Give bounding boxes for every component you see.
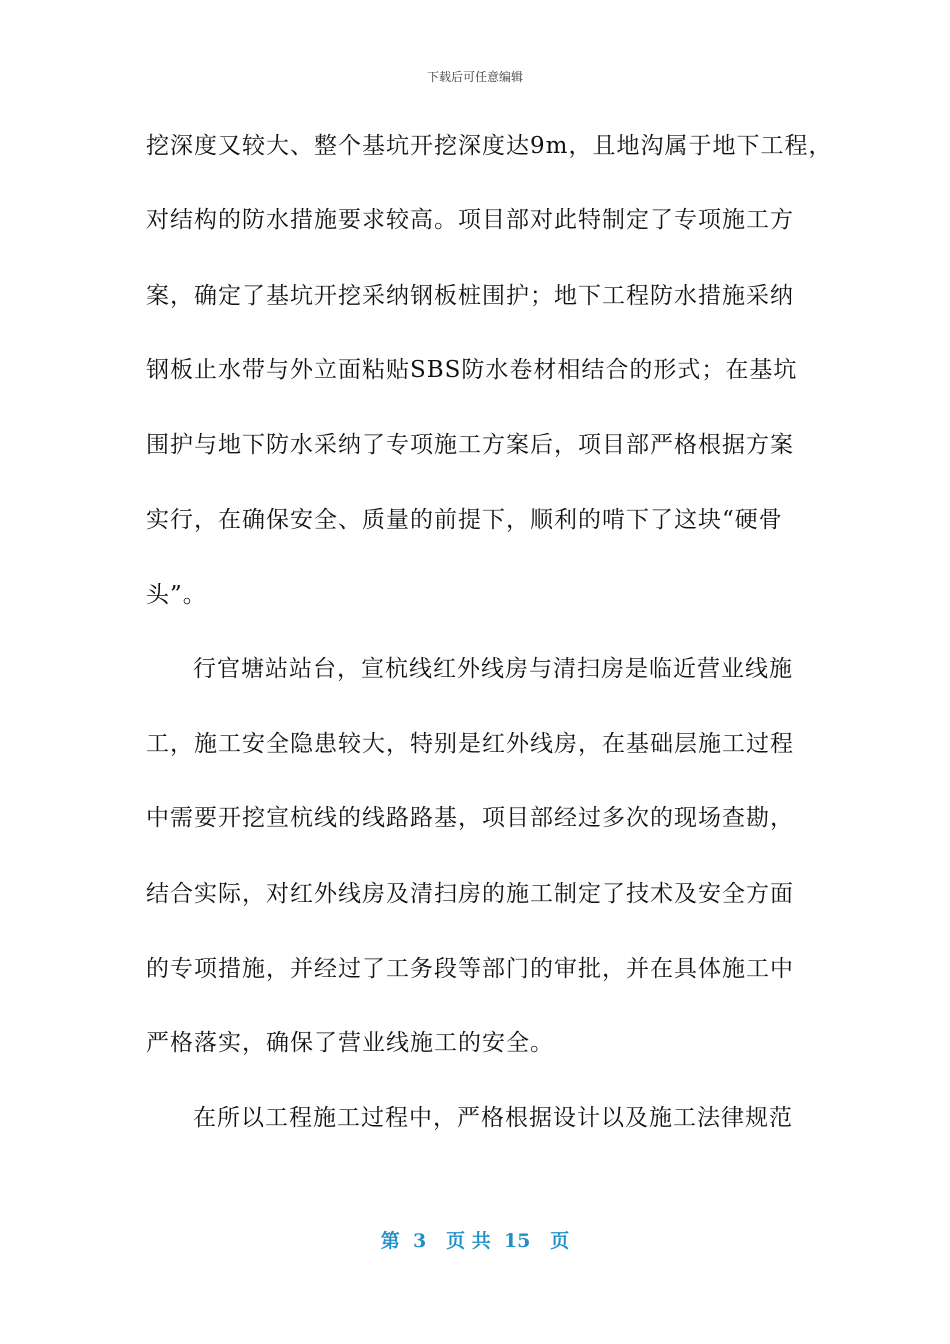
header-note: 下载后可任意编辑	[426, 70, 523, 84]
paragraph-start-line-14: 在所以工程施工过程中，严格根据设计以及施工法律规范	[193, 1105, 793, 1131]
text-line-9: 工，施工安全隐患较大，特别是红外线房，在基础层施工过程	[146, 731, 794, 757]
text-line-2: 对结构的防水措施要求较高。项目部对此特制定了专项施工方	[146, 207, 794, 233]
text-line-6: 实行，在确保安全、质量的前提下，顺利的啃下了这块“硬骨	[146, 507, 783, 533]
text-line-5: 围护与地下防水采纳了专项施工方案后，项目部严格根据方案	[146, 432, 794, 458]
text-line-12: 的专项措施，并经过了工务段等部门的审批，并在具体施工中	[146, 956, 794, 982]
text-line-4: 钢板止水带与外立面粘贴SBS防水卷材相结合的形式；在基坑	[146, 357, 798, 383]
text-line-7: 头”。	[146, 582, 207, 608]
text-line-1: 挖深度又较大、整个基坑开挖深度达9m，且地沟属于地下工程，	[146, 133, 833, 159]
text-line-11: 结合实际，对红外线房及清扫房的施工制定了技术及安全方面	[146, 881, 794, 907]
page-number-footer: 第 3 页 共 15 页	[380, 1230, 570, 1252]
text-line-10: 中需要开挖宣杭线的线路路基，项目部经过多次的现场查勘，	[146, 805, 794, 831]
paragraph-start-line-8: 行官塘站站台，宣杭线红外线房与清扫房是临近营业线施	[193, 656, 793, 682]
text-line-13: 严格落实，确保了营业线施工的安全。	[146, 1030, 554, 1056]
text-line-3: 案，确定了基坑开挖采纳钢板桩围护；地下工程防水措施采纳	[146, 283, 794, 309]
